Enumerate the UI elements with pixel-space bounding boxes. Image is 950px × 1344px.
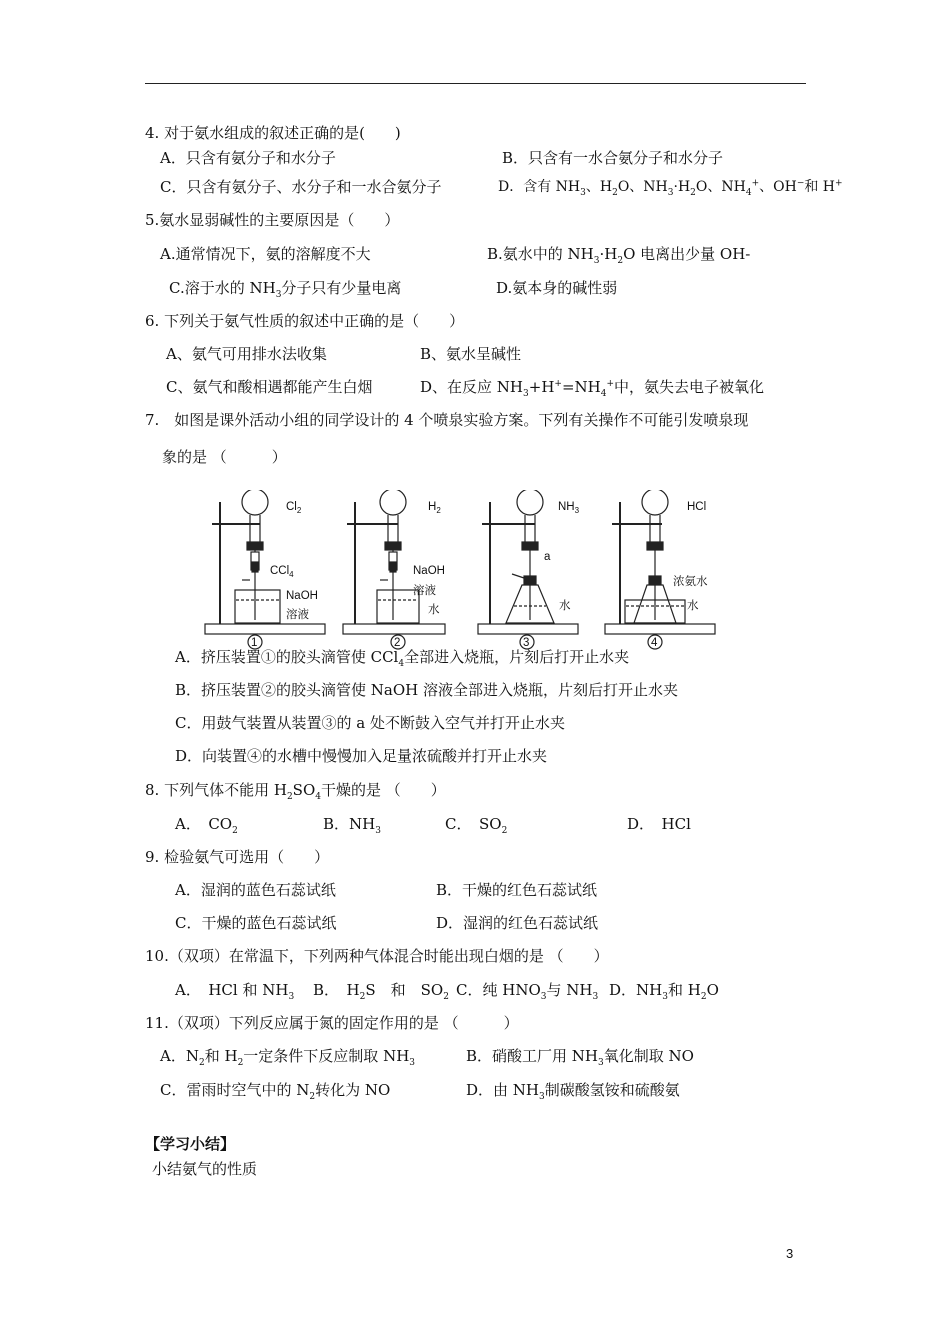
q9-stem: 9. 检验氨气可选用（ ） — [145, 848, 330, 866]
f2-liquid-label-1: NaOH — [413, 565, 445, 577]
f4-flask-label: 水 — [687, 600, 699, 612]
q10-option-a: A． HCl 和 $NH_3$ — [175, 981, 295, 1002]
q6-option-a: A、氨气可用排水法收集 — [166, 345, 327, 363]
q9-option-a: A．湿润的蓝色石蕊试纸 — [175, 881, 336, 899]
q4-option-d: D．含有 $NH_3$、$H_2O$、$NH_3\cdot H_2O$、$NH_4^+$、OH−和 H+ — [498, 178, 843, 198]
q6-option-d: D、在反应 $NH_3+H^+=NH_4^+$中，氨失去电子被氧化 — [420, 378, 765, 399]
q10-option-d: D．$NH_3$和 $H_2O$ — [609, 981, 719, 1002]
f1-liquid-label: CCl$_4$ — [270, 565, 294, 579]
q11-option-d: D．由 $NH_3$制碳酸氢铵和硫酸氨 — [466, 1081, 680, 1102]
page-number: 3 — [786, 1246, 794, 1261]
q6-option-c: C、氨气和酸相遇都能产生白烟 — [166, 378, 373, 396]
summary-heading: 【学习小结】 — [145, 1135, 236, 1153]
q7-option-d: D．向装置④的水槽中慢慢加入足量浓硫酸并打开止水夹 — [175, 747, 548, 765]
q5-option-c: C.溶于水的 $NH_3$分子只有少量电离 — [169, 279, 402, 300]
q11-option-c: C．雷雨时空气中的 $N_2$转化为 NO — [160, 1081, 391, 1102]
f4-liquid-label: 浓氨水 — [673, 576, 708, 588]
q10-stem: 10.（双项）在常温下，下列两种气体混合时能出现白烟的是 （ ） — [145, 947, 609, 965]
q9-option-d: D．湿润的红色石蕊试纸 — [436, 914, 599, 932]
f2-liquid-label-2: 溶液 — [413, 585, 436, 597]
q8-option-d: D． HCl — [627, 815, 691, 833]
header-rule — [145, 83, 806, 84]
fountain-apparatus-figure — [200, 490, 740, 658]
q9-option-b: B．干燥的红色石蕊试纸 — [436, 881, 598, 899]
q8-option-a: A． $CO_2$ — [175, 815, 238, 836]
q5-option-d: D.氨本身的碱性弱 — [496, 279, 618, 297]
f4-gas-label: HCl — [687, 501, 707, 513]
q4-stem: 4. 对于氨水组成的叙述正确的是( ) — [145, 124, 401, 142]
f1-number: 1 — [251, 637, 258, 649]
q5-stem: 5.氨水显弱碱性的主要原因是（ ） — [145, 211, 400, 229]
apparatus-4 — [605, 490, 715, 649]
q9-option-c: C．干燥的蓝色石蕊试纸 — [175, 914, 337, 932]
q4-option-c: C．只含有氨分子、水分子和一水合氨分子 — [160, 178, 442, 196]
q11-option-b: B．硝酸工厂用 $NH_3$氧化制取 NO — [466, 1047, 694, 1068]
q7-option-c: C．用鼓气装置从装置③的 a 处不断鼓入空气并打开止水夹 — [175, 714, 565, 732]
q6-stem: 6. 下列关于氨气性质的叙述中正确的是（ ） — [145, 312, 465, 330]
f3-flask-label: 水 — [559, 600, 571, 612]
q7-option-a: A．挤压装置①的胶头滴管使 CCl$_4$全部进入烧瓶，片刻后打开止水夹 — [175, 648, 630, 669]
q10-option-c: C．纯 $HNO_3$与 $NH_3$ — [456, 981, 599, 1002]
q4-option-b: B．只含有一水合氨分子和水分子 — [502, 149, 724, 167]
f1-gas-label: $Cl_2$ — [286, 501, 302, 515]
f4-number: 4 — [651, 637, 658, 649]
q10-option-b: B． $H_2S$ 和 $SO_2$ — [313, 981, 449, 1002]
q7-option-b: B．挤压装置②的胶头滴管使 NaOH 溶液全部进入烧瓶，片刻后打开止水夹 — [175, 681, 679, 699]
f3-gas-label: $NH_3$ — [558, 501, 580, 515]
q8-option-b: B．$NH_3$ — [323, 815, 381, 836]
apparatus-1 — [205, 490, 325, 649]
f1-beaker-label-1: NaOH — [286, 590, 318, 602]
q7-stem-line2: 象的是 （ ） — [162, 448, 287, 466]
q8-option-c: C． $SO_2$ — [445, 815, 508, 836]
q5-option-b: B.氨水中的 $NH_3\cdot H_2O$ 电离出少量 OH- — [487, 245, 751, 266]
f2-gas-label: $H_2$ — [428, 501, 441, 515]
q11-stem: 11.（双项）下列反应属于氮的固定作用的是 （ ） — [145, 1014, 519, 1032]
q7-stem-line1: 7. 如图是课外活动小组的同学设计的 4 个喷泉实验方案。下列有关操作不可能引发喷泉现 — [145, 411, 749, 429]
q4-option-a: A．只含有氨分子和水分子 — [160, 149, 336, 167]
f2-beaker-label: 水 — [428, 604, 440, 616]
f3-number: 3 — [523, 637, 530, 649]
q8-stem: 8. 下列气体不能用 $H_2SO_4$干燥的是 （ ） — [145, 781, 446, 802]
apparatus-3 — [478, 490, 580, 649]
f3-port-label: a — [544, 551, 551, 563]
q5-option-a: A.通常情况下，氨的溶解度不大 — [160, 245, 371, 263]
summary-text: 小结氨气的性质 — [152, 1160, 258, 1178]
f1-beaker-label-2: 溶液 — [286, 609, 309, 621]
apparatus-2 — [343, 490, 445, 649]
f2-number: 2 — [394, 637, 401, 649]
q6-option-b: B、氨水呈碱性 — [420, 345, 522, 363]
q11-option-a: A．$N_2$和 $H_2$一定条件下反应制取 $NH_3$ — [160, 1047, 416, 1068]
